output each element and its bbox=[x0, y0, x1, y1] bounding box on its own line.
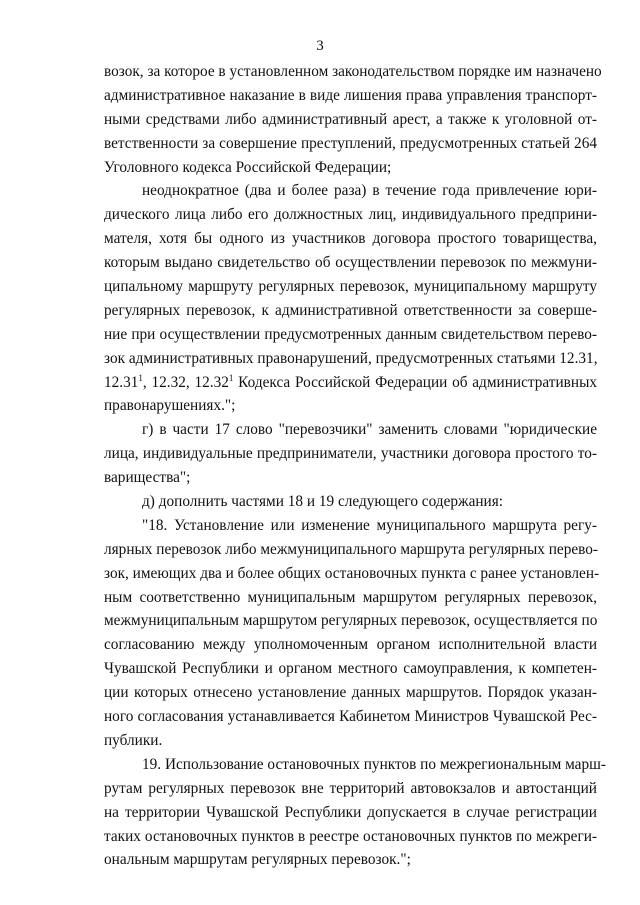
text-line: ональным маршрутам регулярных перевозок."; bbox=[104, 851, 411, 869]
text-line: ного согласования устанавливается Кабинетом Министров Чувашской Рес- bbox=[104, 708, 597, 726]
text-line: ципальному маршруту регулярных перевозок, муниципальному маршруту bbox=[104, 278, 597, 296]
text-line: 12.31$^1$, 12.32, 12.32$^1$ Кодекса Российской Федерации об административных bbox=[104, 372, 597, 391]
text-line: зок административных правонарушений, предусмотренных статьями 12.31, bbox=[104, 349, 598, 367]
text-line: зок, имеющих два и более общих остановочных пункта с ранее установлен- bbox=[104, 564, 600, 582]
text-line: д) дополнить частями 18 и 19 следующего содержания: bbox=[142, 493, 504, 511]
text-line: правонарушениях."; bbox=[104, 397, 236, 415]
text-line: Уголовного кодекса Российской Федерации; bbox=[104, 158, 392, 176]
text-line: мателя, хотя бы одного из участников договора простого товарищества, bbox=[104, 230, 597, 248]
text-line: ными средствами либо административный арест, а также к уголовной от- bbox=[104, 110, 597, 128]
text-line: "18. Установление или изменение муниципального маршрута регу- bbox=[142, 516, 597, 534]
text-line: административное наказание в виде лишения права управления транспорт- bbox=[104, 86, 597, 104]
text-line: которым выдано свидетельство об осуществлении перевозок по межмуни- bbox=[104, 254, 597, 272]
text-line: межмуниципальным маршрутом регулярных перевозок, осуществляется по bbox=[104, 612, 598, 630]
text-line: Чувашской Республики и органом местного самоуправления, к компетен- bbox=[104, 660, 597, 678]
text-line: дического лица либо его должностных лиц, индивидуального предприни- bbox=[104, 206, 597, 224]
text-line: лярных перевозок либо межмуниципального маршрута регулярных перево- bbox=[104, 540, 598, 558]
superscript-one: 1 bbox=[138, 372, 143, 383]
text-line: ции которых отнесено установление данных маршрутов. Порядок указан- bbox=[104, 684, 597, 702]
text-line: неоднократное (два и более раза) в течение года привлечение юри- bbox=[142, 182, 597, 200]
text-line: рутам регулярных перевозок вне территорий автовокзалов и автостанций bbox=[104, 779, 597, 797]
text-line: ние при осуществлении предусмотренных данным свидетельством перево- bbox=[104, 325, 597, 343]
text-line: публики. bbox=[104, 731, 163, 749]
text-line: ветственности за совершение преступлений, предусмотренных статьей 264 bbox=[104, 134, 597, 152]
text-line: таких остановочных пунктов в реестре остановочных пунктов по межреги- bbox=[104, 827, 597, 845]
superscript-one: 1 bbox=[228, 372, 234, 383]
text-line: согласованию между уполномоченным органом исполнительной власти bbox=[104, 636, 597, 654]
text-line: ным соответственно муниципальным маршрутом регулярных перевозок, bbox=[104, 588, 597, 606]
page-number: 3 bbox=[316, 38, 324, 54]
text-line: возок, за которое в установленном законодательством порядке им назначено bbox=[104, 63, 602, 80]
text-line: г) в части 17 слово "перевозчики" заменить словами "юридические bbox=[142, 421, 597, 439]
text-line: лица, индивидуальные предприниматели, участники договора простого то- bbox=[104, 445, 597, 463]
document-body bbox=[104, 60, 606, 872]
text-line: 19. Использование остановочных пунктов по межрегиональным марш- bbox=[142, 755, 606, 773]
text-line: регулярных перевозок, к административной ответственности за соверше- bbox=[104, 301, 597, 319]
text-line: варищества"; bbox=[104, 469, 191, 487]
text-line: на территории Чувашской Республики допускается в случае регистрации bbox=[104, 803, 597, 821]
